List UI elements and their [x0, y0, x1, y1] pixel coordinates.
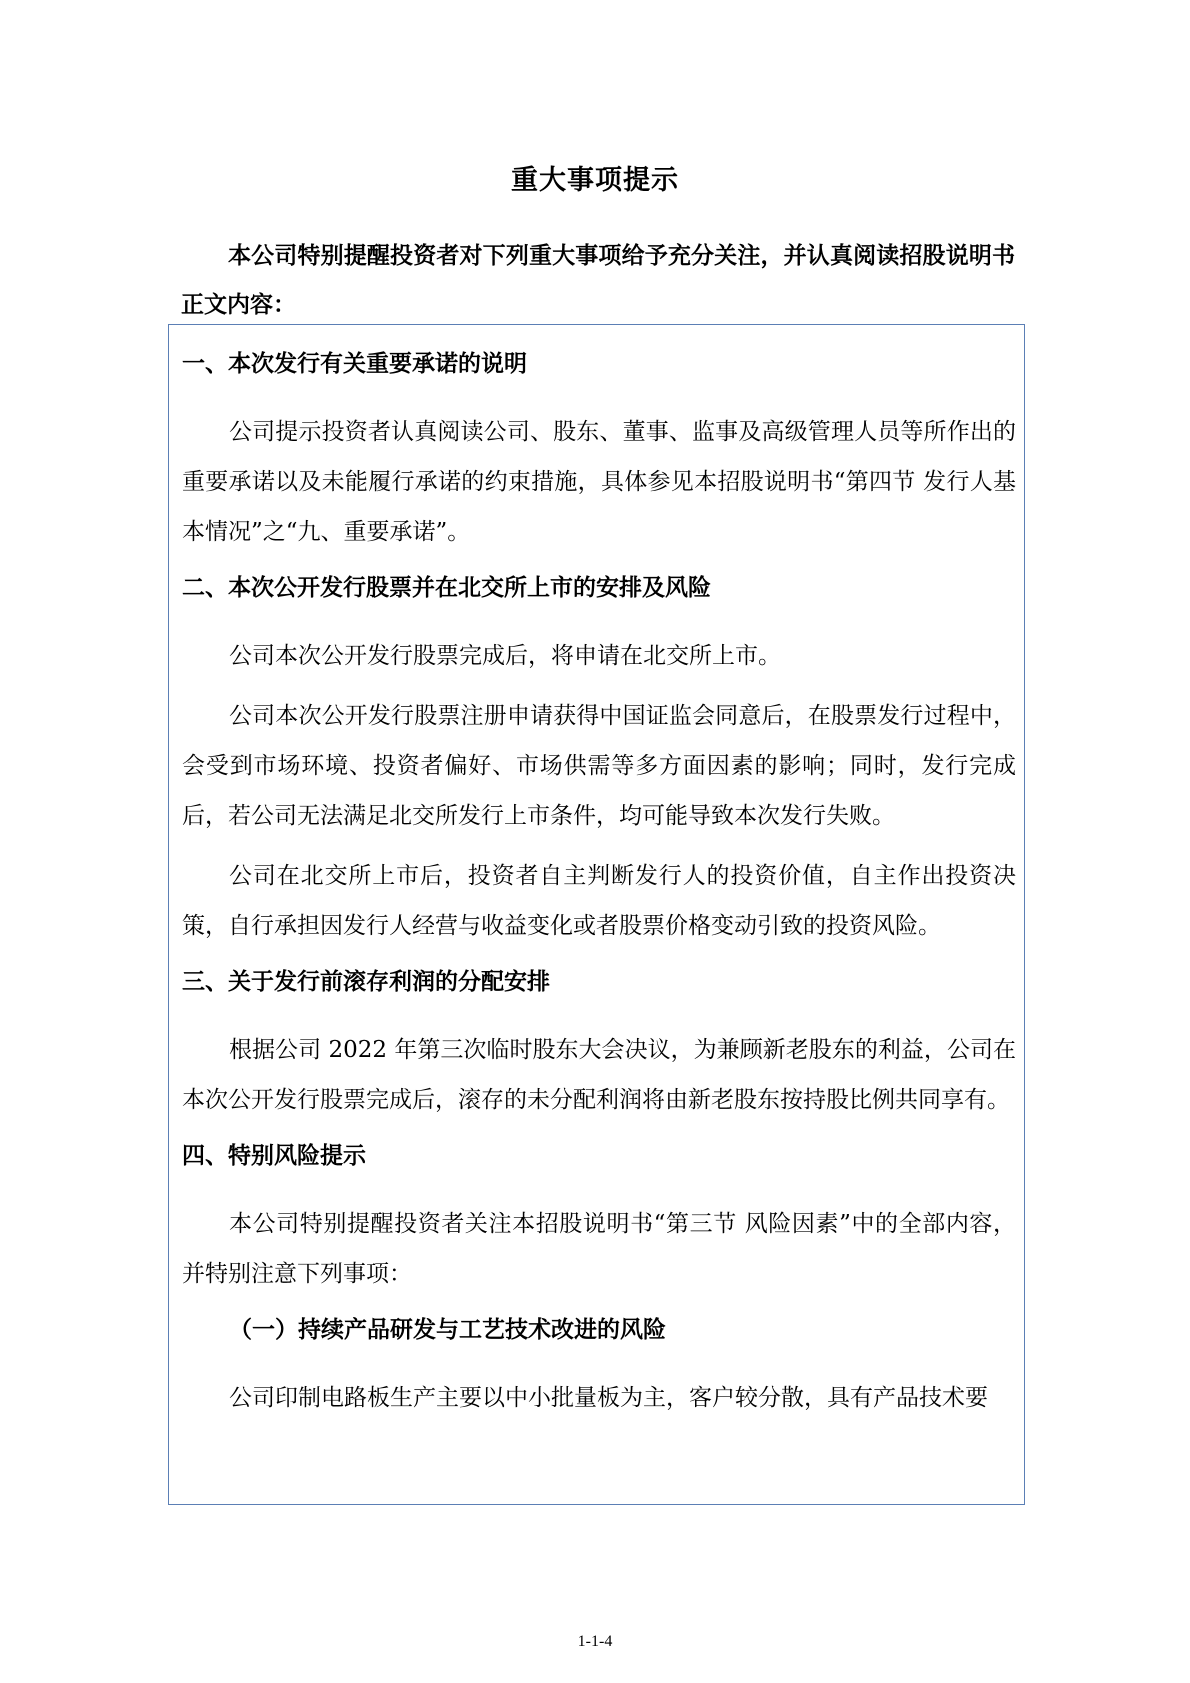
subsection-1-heading: （一）持续产品研发与工艺技术改进的风险 [229, 1317, 666, 1343]
section-3-heading: 三、关于发行前滚存利润的分配安排 [182, 969, 550, 995]
section-4-paragraph-1: 本公司特别提醒投资者关注本招股说明书“第三节 风险因素”中的全部内容，并特别注意下列事项： [182, 1211, 1016, 1287]
section-1-heading: 一、本次发行有关重要承诺的说明 [182, 351, 527, 377]
page-number: 1-1-4 [577, 1633, 613, 1650]
content-box [168, 324, 1025, 1505]
content-box-inner [182, 347, 1016, 1423]
section-3-paragraph-1: 根据公司 2022 年第三次临时股东大会决议，为兼顾新老股东的利益，公司在本次公开发行股票完成后，滚存的未分配利润将由新老股东按持股比例共同享有。 [182, 1037, 1016, 1113]
section-2-paragraph-2: 公司本次公开发行股票注册申请获得中国证监会同意后，在股票发行过程中，会受到市场环境、投资者偏好、市场供需等多方面因素的影响；同时，发行完成后，若公司无法满足北交所发行上市条件，均可能导致本次发行失败。 [182, 703, 1016, 829]
section-4-heading: 四、特别风险提示 [182, 1143, 366, 1169]
section-2-paragraph-3: 公司在北交所上市后，投资者自主判断发行人的投资价值，自主作出投资决策，自行承担因发行人经营与收益变化或者股票价格变动引致的投资风险。 [182, 863, 1016, 939]
subsection-1-paragraph: 公司印制电路板生产主要以中小批量板为主，客户较分散，具有产品技术要 [229, 1385, 988, 1411]
page-title: 重大事项提示 [511, 165, 679, 196]
section-1-paragraph-1: 公司提示投资者认真阅读公司、股东、董事、监事及高级管理人员等所作出的重要承诺以及未能履行承诺的约束措施，具体参见本招股说明书“第四节 发行人基本情况”之“九、重要承诺”。 [182, 419, 1016, 545]
section-2-heading: 二、本次公开发行股票并在北交所上市的安排及风险 [182, 575, 711, 601]
section-2-paragraph-1: 公司本次公开发行股票完成后，将申请在北交所上市。 [229, 643, 781, 669]
intro-paragraph: 本公司特别提醒投资者对下列重大事项给予充分关注，并认真阅读招股说明书正文内容： [181, 243, 1015, 318]
